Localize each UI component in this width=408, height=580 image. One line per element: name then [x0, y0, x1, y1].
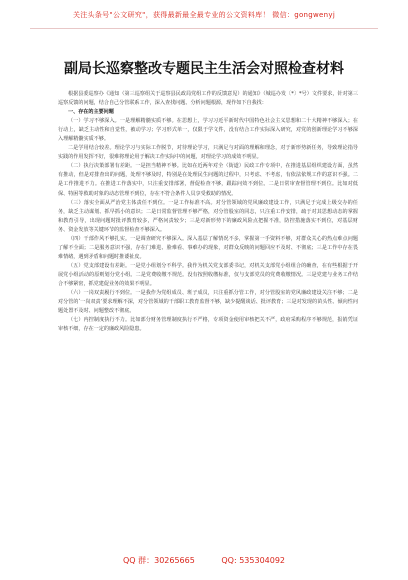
body-paragraph: （二）执行决策部署有差距。一是担当精神不够。比如在近两年对全（街道）民政工作专项中，在推进基层组织建设方面，虽然有推动，但是对排查出的问题，处理不够及时，特别是在处理民生问题的过程中，只考虑、不考虑，有依法依规工作的意识不强。二是工作推进不力。在推进工作落实中，只注重安排部署，督促检查不够，跟踪问效不到位。二是日常审查督管理不到位。比如对低保、特困等救助对象的动态管理不到位，存在不符合条件人员享受救助的情况。 [58, 163, 358, 197]
footer-qq: QQ: 535304092 [221, 556, 286, 565]
body-paragraph: （七）内控制度执行不力。比如部分财务管理制度执行不严格，专项资金使用审核把关不严，政府采购程序不够规范，报销凭证审核不细，存在一定的廉政风险隐患。 [58, 317, 358, 333]
banner-divider [30, 28, 378, 29]
document-title: 副局长巡察整改专题民主生活会对照检查材料 [64, 61, 344, 77]
body-paragraph: （五）党支部建设有差距。一是党小组划分不科学。我作为机关党支部委书记，对机关支部党小组组合的确查，在有些根据于开展党小组活动的原则划分党小组。二是党费收缴不规范。没有按照收缴标准，仅与支部党员的党费收缴情况。三是党建与业务工作结合不够紧密，抓党建促业务的效果不明显。 [58, 262, 358, 287]
body-paragraph: （四）干部作风不够扎实。一是调查研究不够深入。深入基层了解情况不多，掌握第一手资料不够，对群众关心的热点难点问题了解不全面；二是服务意识不强，存在门难进、脸难看、事难办的现象，对群众反映的问题回应不及时、不彻底；三是工作中存在畏难情绪，遇到矛盾和问题时推诿扯皮。 [58, 235, 358, 260]
footer-qq-group: QQ 群：30265665 [122, 556, 195, 565]
body-paragraph: 根据县委巡察办《通知（第三巡察组关于巡察县民政局党组工作的反馈意见）的通知》（城巡办发〔*〕*号）文件要求，针对第三巡察反馈的问题，结合自己分管联系工作，深入查找问题、分析问题根源，现作如下自我找： [58, 91, 358, 107]
document-body [58, 90, 358, 334]
body-paragraph: （六）一岗双责履行不到位。一是我作为党组成员、班子成员，只注重抓分管工作，对分管股室的党风廉政建设关注不够；二是对分管的‘一岗双责’要求理解不深，对分管领域的干部职工教育监督不够，缺少提醒谈话、批评教育；三是对发现的苗头性、倾向性问题处置不及时、问题整改不彻底。 [58, 290, 358, 315]
section-heading: 一、存在的主要问题 [68, 109, 114, 116]
banner-text: 关注头条号"公文研究"，获得最新最全最专业的公文资料库！ 微信：gongwenyj [72, 11, 336, 19]
body-paragraph: （一）学习不够深入。一是理解精髓实质不够。在思想上，学习习近平新时代中国特色社会主义思想和二十大精神不够深入；在行动上，缺乏主动性和自觉性，被动学习；学习形式单一，仅限于学文件，没有结合工作实际深入研究，对党的创新理论学习不够深入理解精髓实质不够。 [58, 118, 358, 143]
body-paragraph: 二是学用结合较差。理论学习与实际工作脱节，对待理论学习，只满足与对面的理解和理念，对于新形势新任务，导致理论指导实践的作用发挥不好，很难将理论用于解决工作实际中的问题，对理论学习的成效不明显。 [58, 145, 358, 161]
header-banner [0, 0, 408, 38]
body-paragraph: （三）落实全面从严治党主体责任不到位。一是工作标准不高。对分管领域的党风廉政建设工作，只满足于完成上级交办的任务，缺乏主动谋划、抓早抓小的意识；二是日常监督管理不够严格，对分管股室的同志，只注重工作安排，疏于对其思想动态的掌握和教育引导，出现问题时批评教育较多，严格问责较少；三是对新形势下的廉政风险点把握不准，防控措施落实不到位，对基层财务、资金发放等关键环节的监督检查不够深入。 [58, 199, 358, 233]
footer [0, 555, 408, 566]
